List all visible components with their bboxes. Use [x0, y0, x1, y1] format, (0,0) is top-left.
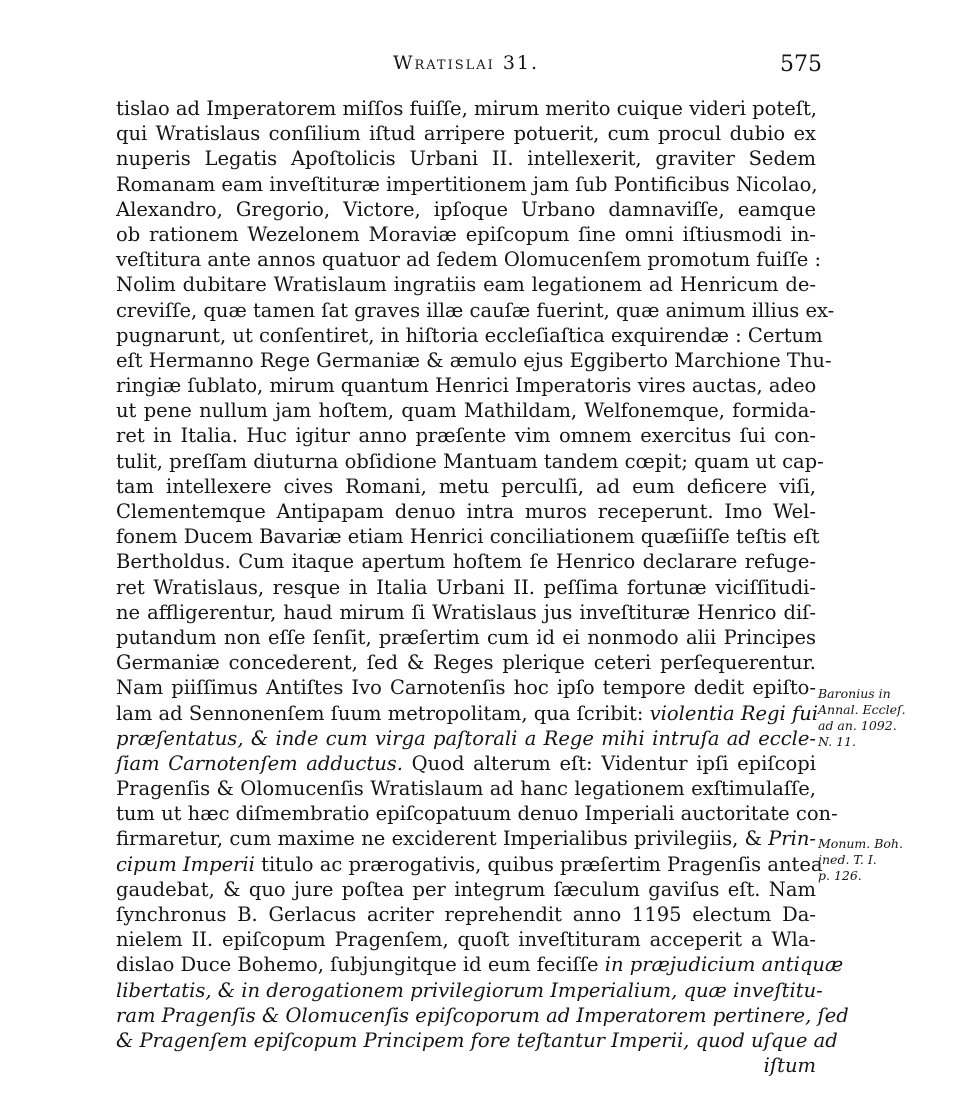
- text-run: ut pene nullum jam hoſtem, quam Mathildam, Welfonemque, formida-: [116, 399, 816, 423]
- text-run: ringiæ ſublato, mirum quantum Henrici Imperatoris vires auctas, adeo: [116, 374, 817, 398]
- text-run: tum ut hæc diſmembratio epiſcopatuum denuo Imperiali auctoritate con-: [116, 802, 838, 826]
- text-run: lam ad Sennonenſem ſuum metropolitam, qua ſcribit:: [116, 701, 650, 725]
- italic-text: violentia Regi fui: [649, 701, 818, 725]
- text-run: ſynchronus B. Gerlacus acriter reprehendit anno 1195 electum Da-: [116, 903, 816, 926]
- text-run: eſt Hermanno Rege Germaniæ & æmulo ejus Eggiberto Marchione Thu-: [116, 348, 832, 372]
- text-run: Pragenſis & Olomucenſis Wratislaum ad hanc legationem exſtimulaſſe,: [116, 777, 816, 801]
- marginal-note-line: ined. T. I.: [818, 852, 877, 867]
- page-header: [110, 52, 822, 88]
- text-line: [116, 121, 816, 146]
- text-run: dislao Duce Bohemo, ſubjungitque id eum feciſſe: [116, 953, 605, 977]
- text-run: Romanam eam inveſtituræ impertitionem jam ſub Pontificibus Nicolao,: [116, 172, 818, 196]
- text-line: [116, 625, 816, 650]
- text-line: [116, 600, 816, 625]
- text-run: Nolim dubitare Wratislaum ingratiis eam legationem ad Henricum de-: [116, 273, 816, 297]
- text-line: [116, 96, 816, 121]
- text-line: [116, 222, 816, 247]
- text-run: Alexandro, Gregorio, Victore, ipſoque Urbano damnaviſſe, eamque: [116, 197, 816, 221]
- text-line: [116, 877, 816, 902]
- text-run: Nam piiſſimus Antiſtes Ivo Carnotenſis hoc ipſo tempore dedit epiſto-: [116, 676, 816, 700]
- text-run: pugnarunt, ut conſentiret, in hiſtoria eccleſiaſtica exquirendæ : Certum: [116, 323, 823, 347]
- text-line: [116, 751, 816, 776]
- italic-text: iſtum: [763, 1054, 816, 1078]
- text-run: firmaretur, cum maxime ne exciderent Imperialibus privilegiis, &: [116, 827, 769, 851]
- text-line: [116, 726, 816, 751]
- text-run: fonem Ducem Bavariæ etiam Henrici conciliationem quæſiiſſe teſtis eſt: [116, 525, 820, 549]
- italic-text: libertatis, & in derogationem privilegiorum Imperialium, quæ inveſtitu-: [116, 978, 823, 1002]
- text-line: [116, 927, 816, 952]
- text-run: nielem II. epiſcopum Pragenſem, quoſt inveſtituram acceperit a Wla-: [116, 928, 816, 952]
- text-line: [116, 1003, 849, 1028]
- text-line: [116, 146, 816, 171]
- text-line: [116, 902, 816, 927]
- italic-text: ſiam Carnotenſem adductus.: [116, 751, 403, 775]
- text-run: putandum non eſſe ſenſit, præſertim cum id ei nonmodo alii Principes: [116, 625, 816, 649]
- text-line: [116, 499, 816, 524]
- text-run: ret in Italia. Huc igitur anno præſente vim omnem exercitus ſui con-: [116, 424, 816, 448]
- italic-text: præſentatus, & inde cum virga paſtorali a Rege mihi intruſa ad eccle-: [116, 726, 816, 750]
- marginal-note: [818, 836, 936, 884]
- text-line: [116, 650, 816, 675]
- text-run: veſtitura ante annos quatuor ad ſedem Olomucenſem promotum fuiſſe :: [116, 248, 822, 272]
- text-run: ne affligerentur, haud mirum ſi Wratislaus jus inveſtituræ Henrico diſ-: [116, 600, 816, 624]
- marginal-note-line: Annal. Eccleſ.: [818, 702, 906, 717]
- text-line: [116, 776, 816, 801]
- italic-text: cipum Imperii: [116, 852, 255, 876]
- text-line: [116, 323, 823, 348]
- text-line: [116, 272, 816, 297]
- text-run: tulit, preſſam diuturna obſidione Mantuam tandem cœpit; quam ut cap-: [116, 449, 824, 473]
- page-number: 575: [780, 52, 822, 77]
- text-line: [116, 474, 816, 499]
- italic-text: & Pragenſem epiſcopum Principem fore teſtantur Imperii, quod uſque ad: [116, 1028, 838, 1052]
- text-line: [116, 423, 816, 448]
- italic-text: Prin-: [768, 827, 816, 851]
- text-run: qui Wratislaus conſilium iſtud arripere potuerit, cum procul dubio ex: [116, 122, 816, 146]
- marginal-note-line: p. 126.: [818, 868, 862, 883]
- text-run: nuperis Legatis Apoſtolicis Urbani II. intellexerit, graviter Sedem: [116, 147, 816, 171]
- marginal-note: [818, 686, 936, 750]
- text-line: [116, 172, 816, 197]
- text-line: [116, 298, 835, 323]
- text-line: [116, 398, 816, 423]
- text-run: tam intellexere cives Romani, metu perculſi, ad eum deficere viſi,: [116, 474, 816, 498]
- text-run: gaudebat, & quo jure poſtea per integrum ſæculum gaviſus eſt. Nam: [116, 877, 816, 901]
- text-line: [116, 1028, 838, 1053]
- text-line: [116, 575, 816, 600]
- italic-text: ram Pragenſis & Olomucenſis epiſcoporum ad Imperatorem pertinere, ſed: [116, 1003, 849, 1027]
- italic-text: in præjudicium antiquæ: [604, 953, 844, 977]
- text-run: titulo ac prærogativis, quibus præſertim Pragenſis antea: [254, 852, 823, 876]
- running-head: Wratislai 31.: [392, 52, 540, 74]
- text-line: [116, 449, 824, 474]
- text-run: Quod alterum eſt: Videntur ipſi epiſcopi: [402, 751, 816, 775]
- text-line: [116, 1053, 816, 1078]
- text-run: Germaniæ concederent, ſed & Reges plerique ceteri perſequerentur.: [116, 651, 816, 675]
- text-line: [116, 952, 844, 977]
- text-line: [116, 197, 816, 222]
- text-run: creviſſe, quæ tamen ſat graves illæ cauſæ fuerint, quæ animum illius ex-: [116, 298, 835, 322]
- marginal-note-line: Baronius in: [818, 686, 891, 701]
- text-run: ret Wratislaus, resque in Italia Urbani II. peſſima fortunæ viciſſitudi-: [116, 575, 816, 599]
- text-line: [116, 549, 816, 574]
- text-line: [116, 852, 823, 877]
- marginal-note-line: Monum. Boh.: [818, 836, 903, 851]
- marginal-note-line: ad an. 1092.: [818, 718, 897, 733]
- marginal-note-line: N. 11.: [818, 734, 856, 749]
- text-run: Clementemque Antipapam denuo intra muros receperunt. Imo Wel-: [116, 500, 816, 523]
- text-line: [116, 348, 832, 373]
- text-line: [116, 247, 822, 272]
- text-run: tislao ad Imperatorem miſſos fuiſſe, mirum merito cuique videri poteſt,: [116, 97, 818, 120]
- text-line: [116, 701, 816, 726]
- text-line: [116, 978, 823, 1003]
- text-run: Bertholdus. Cum itaque apertum hoſtem ſe Henrico declarare refuge-: [116, 550, 816, 574]
- text-line: [116, 524, 820, 549]
- text-line: [116, 801, 838, 826]
- text-run: ob rationem Wezelonem Moraviæ epiſcopum ſine omni iſtiusmodi in-: [116, 222, 816, 246]
- text-line: [116, 826, 816, 851]
- text-line: [116, 675, 816, 700]
- text-line: [116, 373, 816, 398]
